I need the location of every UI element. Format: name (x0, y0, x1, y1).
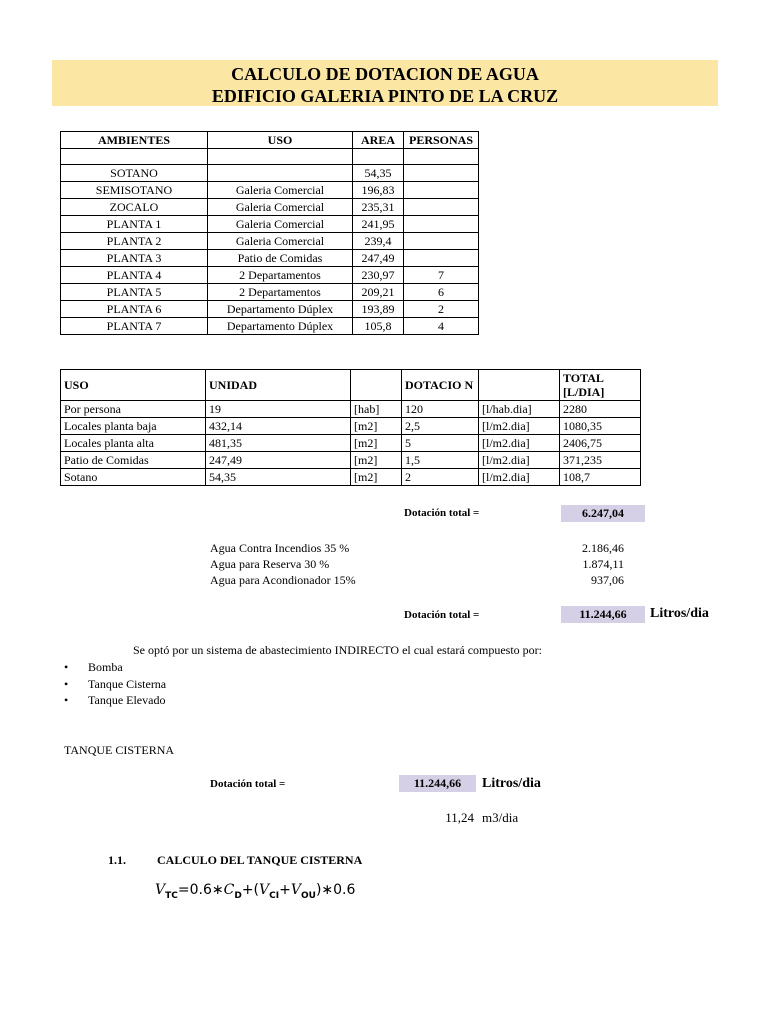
table-cell: [l/m2.dia] (479, 469, 560, 486)
table-row (61, 250, 479, 267)
table-cell (404, 250, 479, 267)
formula-v-ci: V (259, 882, 270, 898)
table-cell: [m2] (351, 452, 402, 469)
table-cell: Galeria Comercial (208, 233, 353, 250)
col-total: TOTAL [L/DIA] (560, 370, 641, 401)
table-cell: 2406,75 (560, 435, 641, 452)
table-row (61, 182, 479, 199)
table-cell (208, 165, 353, 182)
table-cell: [m2] (351, 435, 402, 452)
table-cell: Sotano (61, 469, 206, 486)
table-row (61, 318, 479, 335)
table-cell: Locales planta alta (61, 435, 206, 452)
table-cell: PLANTA 7 (61, 318, 208, 335)
formula-v: V (155, 882, 166, 898)
table-cell: SEMISOTANO (61, 182, 208, 199)
formula-plus2: + (279, 882, 291, 898)
table-row (61, 233, 479, 250)
tanque-cisterna-heading: TANQUE CISTERNA (64, 743, 175, 757)
bullet-dot-icon: • (64, 677, 69, 691)
table-cell: 196,83 (353, 182, 404, 199)
table-cell: 2 (402, 469, 479, 486)
bullet-dot-icon: • (64, 693, 69, 707)
table-cell: [hab] (351, 401, 402, 418)
table-cell: 2,5 (402, 418, 479, 435)
dotacion-total-value-1: 6.247,04 (561, 505, 645, 522)
section-number: 1.1. (108, 853, 126, 867)
table-row (61, 199, 479, 216)
title-line-2: EDIFICIO GALERIA PINTO DE LA CRUZ (211, 86, 559, 106)
col-personas: PERSONAS (404, 132, 479, 149)
table-cell: 54,35 (353, 165, 404, 182)
section-title: CALCULO DEL TANQUE CISTERNA (157, 853, 363, 867)
dotacion-total-label-2: Dotación total = (404, 609, 480, 621)
table-row (61, 435, 641, 452)
table-cell: [m2] (351, 418, 402, 435)
list-item: Tanque Elevado (88, 693, 166, 707)
table-cell: Galeria Comercial (208, 216, 353, 233)
table-cell (404, 199, 479, 216)
table-cell: 6 (404, 284, 479, 301)
title-box (52, 60, 718, 106)
table-cell: PLANTA 2 (61, 233, 208, 250)
title-line-1: CALCULO DE DOTACION DE AGUA (231, 64, 539, 84)
table-cell: 247,49 (206, 452, 351, 469)
table-cell: PLANTA 4 (61, 267, 208, 284)
table-row (61, 418, 641, 435)
col-area: AREA (353, 132, 404, 149)
col-unidad-unit (351, 370, 402, 401)
table-cell: Galeria Comercial (208, 182, 353, 199)
table-cell: 247,49 (353, 250, 404, 267)
table-cell: 209,21 (353, 284, 404, 301)
table-cell: 7 (404, 267, 479, 284)
table-cell: Por persona (61, 401, 206, 418)
table-cell: Galeria Comercial (208, 199, 353, 216)
table-cell: [l/m2.dia] (479, 418, 560, 435)
uso-table (60, 369, 641, 486)
formula-tc: TC (165, 890, 178, 901)
formula-ci: CI (269, 890, 280, 901)
table-cell: Patio de Comidas (208, 250, 353, 267)
table-cell: 241,95 (353, 216, 404, 233)
table-cell: Locales planta baja (61, 418, 206, 435)
table-cell: 4 (404, 318, 479, 335)
table-row (61, 469, 641, 486)
table-cell: 1,5 (402, 452, 479, 469)
col-uso: USO (61, 370, 206, 401)
dotacion-total-label-3: Dotación total = (210, 778, 286, 790)
table-cell: SOTANO (61, 165, 208, 182)
extra-value: 937,06 (591, 573, 624, 587)
table-row (61, 165, 479, 182)
table-cell: 230,97 (353, 267, 404, 284)
table-cell: ZOCALO (61, 199, 208, 216)
table-cell: 2 Departamentos (208, 284, 353, 301)
table-cell: 54,35 (206, 469, 351, 486)
col-dotacion: DOTACIO N (402, 370, 479, 401)
dotacion-unit-3: Litros/dia (482, 776, 541, 791)
list-item: Tanque Cisterna (88, 677, 167, 691)
table-cell (404, 165, 479, 182)
m3-value: 11,24 (445, 810, 474, 825)
dotacion-total-value-3: 11.244,66 (399, 775, 476, 792)
table-cell: PLANTA 6 (61, 301, 208, 318)
list-item: Bomba (88, 660, 123, 674)
table-cell: 120 (402, 401, 479, 418)
table-row (61, 216, 479, 233)
formula-eq: =0.6∗ (177, 882, 224, 898)
extra-label: Agua para Reserva 30 % (210, 557, 330, 571)
dotacion-unit-2: Litros/dia (650, 606, 709, 621)
col-ambientes: AMBIENTES (61, 132, 208, 149)
table-cell: 5 (402, 435, 479, 452)
table-row-blank (61, 149, 479, 165)
table-cell: 432,14 (206, 418, 351, 435)
table-header-row (61, 370, 641, 401)
table-cell: 2 Departamentos (208, 267, 353, 284)
table-row (61, 452, 641, 469)
table-cell: [l/hab.dia] (479, 401, 560, 418)
formula-open: ( (253, 882, 260, 898)
table-cell: 2280 (560, 401, 641, 418)
formula-close: )∗0.6 (315, 882, 356, 898)
table-cell: PLANTA 5 (61, 284, 208, 301)
table-header-row (61, 132, 479, 149)
table-cell: 371,235 (560, 452, 641, 469)
col-unidad: UNIDAD (206, 370, 351, 401)
table-cell (404, 216, 479, 233)
table-cell: [l/m2.dia] (479, 452, 560, 469)
extra-label: Agua Contra Incendios 35 % (210, 541, 350, 555)
table-row (61, 301, 479, 318)
table-cell: 19 (206, 401, 351, 418)
table-cell: [m2] (351, 469, 402, 486)
table-cell: 239,4 (353, 233, 404, 250)
table-cell (404, 233, 479, 250)
bullet-dot-icon: • (64, 660, 69, 674)
table-cell: 108,7 (560, 469, 641, 486)
formula-c: C (223, 882, 235, 898)
dotacion-total-label-1: Dotación total = (404, 507, 480, 519)
table-cell (404, 182, 479, 199)
table-cell: Departamento Dúplex (208, 301, 353, 318)
formula-d: D (234, 890, 242, 901)
table-cell: Departamento Dúplex (208, 318, 353, 335)
table-cell: PLANTA 3 (61, 250, 208, 267)
table-cell: 2 (404, 301, 479, 318)
formula-v-ou: V (290, 882, 301, 898)
table-cell: 481,35 (206, 435, 351, 452)
formula-ou: OU (300, 890, 316, 901)
extra-label: Agua para Acondionador 15% (210, 573, 356, 587)
ambientes-table (60, 131, 479, 335)
extra-value: 2.186,46 (582, 541, 624, 555)
col-dotacion-unit (479, 370, 560, 401)
table-row (61, 401, 641, 418)
table-row (61, 267, 479, 284)
table-cell: 105,8 (353, 318, 404, 335)
table-cell: [l/m2.dia] (479, 435, 560, 452)
table-cell: PLANTA 1 (61, 216, 208, 233)
dotacion-total-value-2: 11.244,66 (561, 606, 645, 623)
extra-value: 1.874,11 (582, 557, 624, 571)
col-uso: USO (208, 132, 353, 149)
table-cell: 235,31 (353, 199, 404, 216)
formula (155, 882, 355, 901)
table-cell: 1080,35 (560, 418, 641, 435)
formula-plus1: + (241, 882, 254, 898)
table-cell: Patio de Comidas (61, 452, 206, 469)
m3-unit: m3/dia (482, 810, 519, 825)
table-cell: 193,89 (353, 301, 404, 318)
table-row (61, 284, 479, 301)
sistema-text: Se optó por un sistema de abastecimiento INDIRECTO el cual estará compuesto por: (133, 643, 543, 657)
